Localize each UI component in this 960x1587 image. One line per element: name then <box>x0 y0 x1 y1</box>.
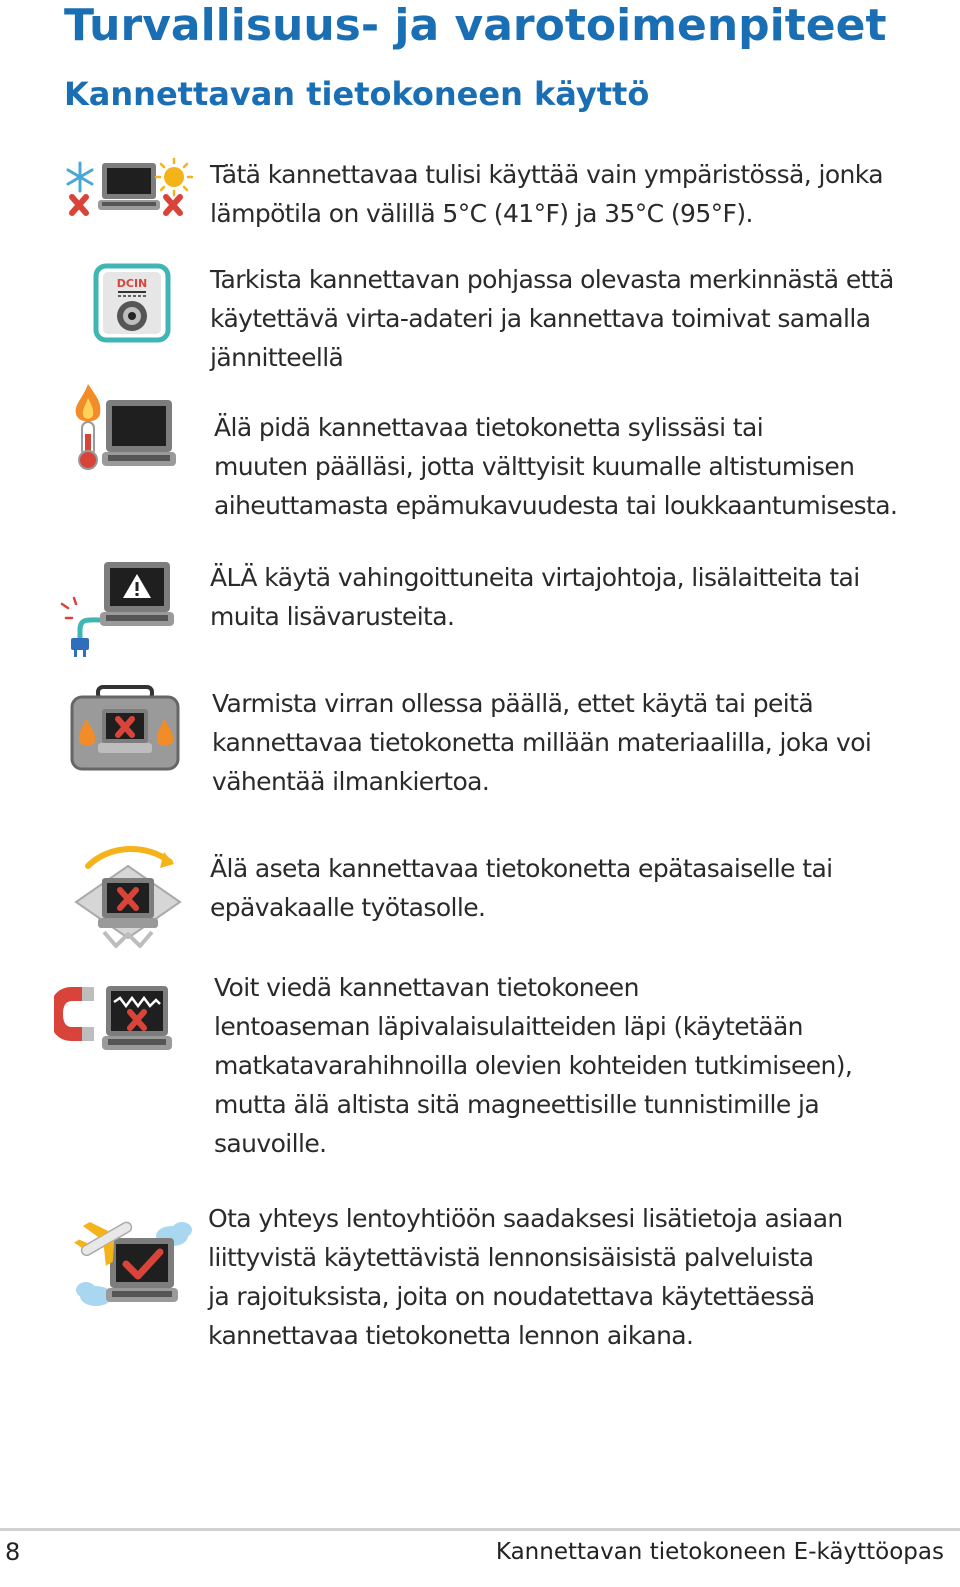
item-airflow-text: Varmista virran ollessa päällä, ettet käytä tai peitä kannettavaa tietokonetta millään materiaalilla, joka voi vähentää ilmankiertoa. <box>212 689 872 796</box>
manual-title: Kannettavan tietokoneen E-käyttöopas <box>495 1539 944 1565</box>
magnet-icon <box>54 980 174 1064</box>
unstable-surface-icon <box>70 840 188 952</box>
heat-warning-icon <box>66 378 182 474</box>
item-surface-text: Älä aseta kannettavaa tietokonetta epätasaiselle tai epävakaalle työtasolle. <box>210 854 833 922</box>
item-heat-text: Älä pidä kannettavaa tietokonetta sylissäsi tai muuten päälläsi, jotta välttyisit kuumalle altistumisen aiheuttamasta epämukavuudesta tai loukkaantumisesta. <box>214 413 898 520</box>
covered-laptop-icon <box>68 683 182 775</box>
item-flight-text: Ota yhteys lentoyhtiöön saadaksesi lisätietoja asiaan liittyvistä käytettävistä lennonsisäisistä palveluista ja rajoituksista, joita on noudatettava käytettäessä kannettavaa tietokonetta lennon aikana. <box>208 1204 843 1350</box>
damaged-cable-icon <box>58 558 178 660</box>
item-magnet-text: Voit viedä kannettavan tietokoneen lentoaseman läpivalaisulaitteiden läpi (käytetään matkatavarahihnoilla olevien kohteiden tutkimiseen), mutta älä altista sitä magneettisille tunnistimille ja sauvoille. <box>214 973 853 1158</box>
page-title: Turvallisuus- ja varotoimenpiteet <box>64 0 887 51</box>
section-subtitle: Kannettavan tietokoneen käyttö <box>64 75 650 113</box>
airplane-icon <box>72 1208 192 1312</box>
dcin-label-icon <box>92 262 172 344</box>
item-temperature-text: Tätä kannettavaa tulisi käyttää vain ympäristössä, jonka lämpötila on välillä 5°C (41°F) ja 35°C (95°F). <box>210 160 883 228</box>
dcin-label: DCIN <box>116 277 148 290</box>
item-dcin-text: Tarkista kannettavan pohjassa olevasta merkinnästä että käytettävä virta-adateri ja kannettava toimivat samalla jännitteellä <box>210 265 894 372</box>
page-number: 8 <box>5 1538 21 1566</box>
temperature-range-icon <box>62 155 194 225</box>
footer-divider <box>0 1528 960 1531</box>
item-cable-text: ÄLÄ käytä vahingoittuneita virtajohtoja, lisälaitteita tai muita lisävarusteita. <box>210 563 860 631</box>
